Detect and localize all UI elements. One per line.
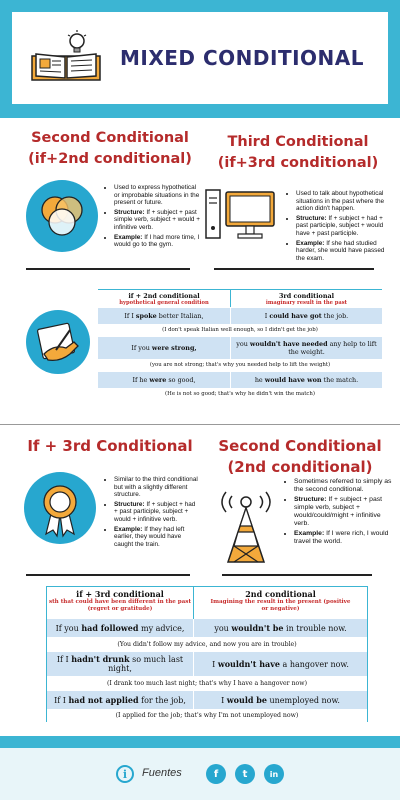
section-title-line1: Second Conditional	[31, 130, 189, 146]
col-subhead: imaginary result in the past	[265, 300, 348, 306]
divider	[26, 574, 190, 576]
section-title-third-conditional	[208, 132, 388, 174]
row-note: (I applied for the job; that's why I'm not unemployed now)	[47, 709, 367, 722]
bullet-structure	[294, 496, 392, 528]
bullet-usage: • Similar to the third conditional but with a slightly different structure.	[114, 476, 200, 499]
bullet-list-third-conditional	[286, 190, 390, 264]
bullet-usage: • Used to express hypothetical or improbable situations in the present or future.	[114, 184, 200, 207]
bullet-example-label: Example:	[114, 525, 143, 533]
linkedin-icon[interactable]: in	[264, 764, 284, 784]
divider	[214, 268, 374, 270]
table-row	[98, 308, 382, 324]
bullet-structure	[296, 215, 390, 238]
section-title-line1: Third Conditional	[227, 134, 369, 150]
bullet-example-text: If I were rich, I would travel the world.	[294, 530, 389, 545]
bullet-structure-text: If + subject + had + past participle, subject + would have + past participle.	[296, 214, 384, 237]
col-head: if + 2nd conditional	[128, 292, 200, 300]
bullet-structure-text: If + subject + past simple verb, subject + would/could/might + infinitive verb.	[294, 496, 383, 527]
row-note: (I don't speak Italian well enough, so I didn't get the job)	[98, 324, 382, 337]
table-row	[98, 372, 382, 388]
bullet-structure-label: Structure:	[114, 208, 145, 216]
bullet-structure-label: Structure:	[294, 496, 327, 503]
bullet-example-text: If I had more time, I would go to the gym.	[114, 233, 200, 249]
table-header-col1	[47, 587, 193, 619]
section-title-line1: Second Conditional	[218, 437, 382, 455]
col-subhead: sth that could have been different in the past (regret or gratitude)	[48, 599, 192, 612]
bullet-example	[294, 530, 392, 546]
section-title-second-conditional	[20, 128, 200, 170]
bullet-list-second-conditional	[104, 184, 200, 251]
table-header-col2	[194, 587, 367, 619]
col-subhead: Imagining the result in the present (positive or negative)	[210, 599, 351, 612]
bullet-structure	[114, 501, 200, 524]
cell-if-clause: If I spoke better Italian,	[98, 308, 230, 324]
section-separator	[0, 424, 400, 425]
bullet-example	[296, 240, 390, 263]
cell-result-clause: I would be unemployed now.	[194, 691, 367, 709]
bullet-usage: • Used to talk about hypothetical situations in the past where the action didn't happen.	[296, 190, 390, 213]
table-row	[47, 652, 367, 676]
table-row	[47, 691, 367, 709]
bullet-usage: • Sometimes referred to simply as the second conditional.	[294, 478, 392, 494]
bullet-example-text: If they had left earlier, they would have caught the train.	[114, 525, 185, 548]
bullet-structure-text: If + subject + had + past participle, subject + would + infinitive verb.	[114, 500, 196, 523]
book-lightbulb-icon	[30, 28, 102, 84]
table-header-col1	[98, 290, 230, 307]
table-row	[47, 619, 367, 637]
row-note: (You didn't follow my advice, and now you are in trouble)	[47, 637, 367, 652]
col-head: 2nd conditional	[245, 589, 316, 599]
cell-result-clause: you wouldn't be in trouble now.	[194, 619, 367, 637]
cell-if-clause: If I had not applied for the job,	[47, 691, 193, 709]
bullet-structure	[114, 209, 200, 232]
page-title: MIXED CONDITIONAL	[120, 46, 364, 70]
col-head: if + 3rd conditional	[76, 589, 164, 599]
cell-result-clause: you wouldn't have needed any help to lift the weight.	[231, 337, 382, 359]
broadcast-tower-icon	[212, 478, 280, 566]
table-row	[98, 337, 382, 359]
bullet-example	[114, 234, 200, 249]
cell-if-clause: If I hadn't drunk so much last night,	[47, 652, 193, 676]
venn-diagram-icon	[26, 180, 98, 252]
table-header-col2	[231, 290, 382, 307]
table-if3-2nd	[46, 586, 368, 722]
section-title-if-3rd-conditional: If + 3rd Conditional	[27, 437, 193, 455]
sources-link[interactable]: Fuentes	[142, 767, 182, 779]
section-title-line2: (if+2nd conditional)	[28, 151, 192, 167]
col-subhead: hypothetical general condition	[119, 300, 209, 306]
twitter-icon[interactable]: t	[235, 764, 255, 784]
divider	[222, 574, 372, 576]
bullet-structure-label: Structure:	[114, 500, 145, 508]
section-title-second-conditional-2	[210, 436, 390, 478]
bullet-list-if-3rd-conditional	[104, 476, 200, 550]
hand-writing-icon	[26, 310, 90, 374]
facebook-icon[interactable]: f	[206, 764, 226, 784]
bullet-structure-label: Structure:	[296, 214, 327, 222]
divider	[26, 268, 190, 270]
cell-if-clause: If you had followed my advice,	[47, 619, 193, 637]
bullet-example-label: Example:	[114, 233, 143, 241]
bullet-example-label: Example:	[296, 239, 325, 247]
bullet-example-text: If she had studied harder, she would have passed the exam.	[296, 239, 385, 262]
computer-icon	[204, 186, 278, 242]
bullet-example-label: Example:	[294, 530, 325, 537]
col-head: 3rd conditional	[278, 292, 335, 300]
cell-if-clause: If he were so good,	[98, 372, 230, 388]
row-note: (you are not strong; that's why you needed help to lift the weight)	[98, 359, 382, 372]
footer-card	[0, 748, 400, 800]
cell-result-clause: I wouldn't have a hangover now.	[194, 652, 367, 676]
info-icon[interactable]: i	[116, 765, 134, 783]
table-if2-3rd	[98, 289, 382, 401]
award-ribbon-icon	[24, 472, 96, 544]
bullet-list-second-conditional-2	[284, 478, 392, 548]
cell-result-clause: he would have won the match.	[231, 372, 382, 388]
row-note: (He is not so good; that's why he didn't win the match)	[98, 388, 382, 400]
cell-if-clause: If you were strong,	[98, 337, 230, 359]
bullet-example	[114, 526, 200, 549]
cell-result-clause: I could have got the job.	[231, 308, 382, 324]
section-title-line2: (if+3rd conditional)	[217, 155, 379, 171]
bullet-structure-text: If + subject + past simple verb, subject + would + infinitive verb.	[114, 208, 200, 231]
row-note: (I drank too much last night; that's why I have a hangover now)	[47, 676, 367, 691]
section-title-line2: (2nd conditional)	[227, 458, 373, 476]
